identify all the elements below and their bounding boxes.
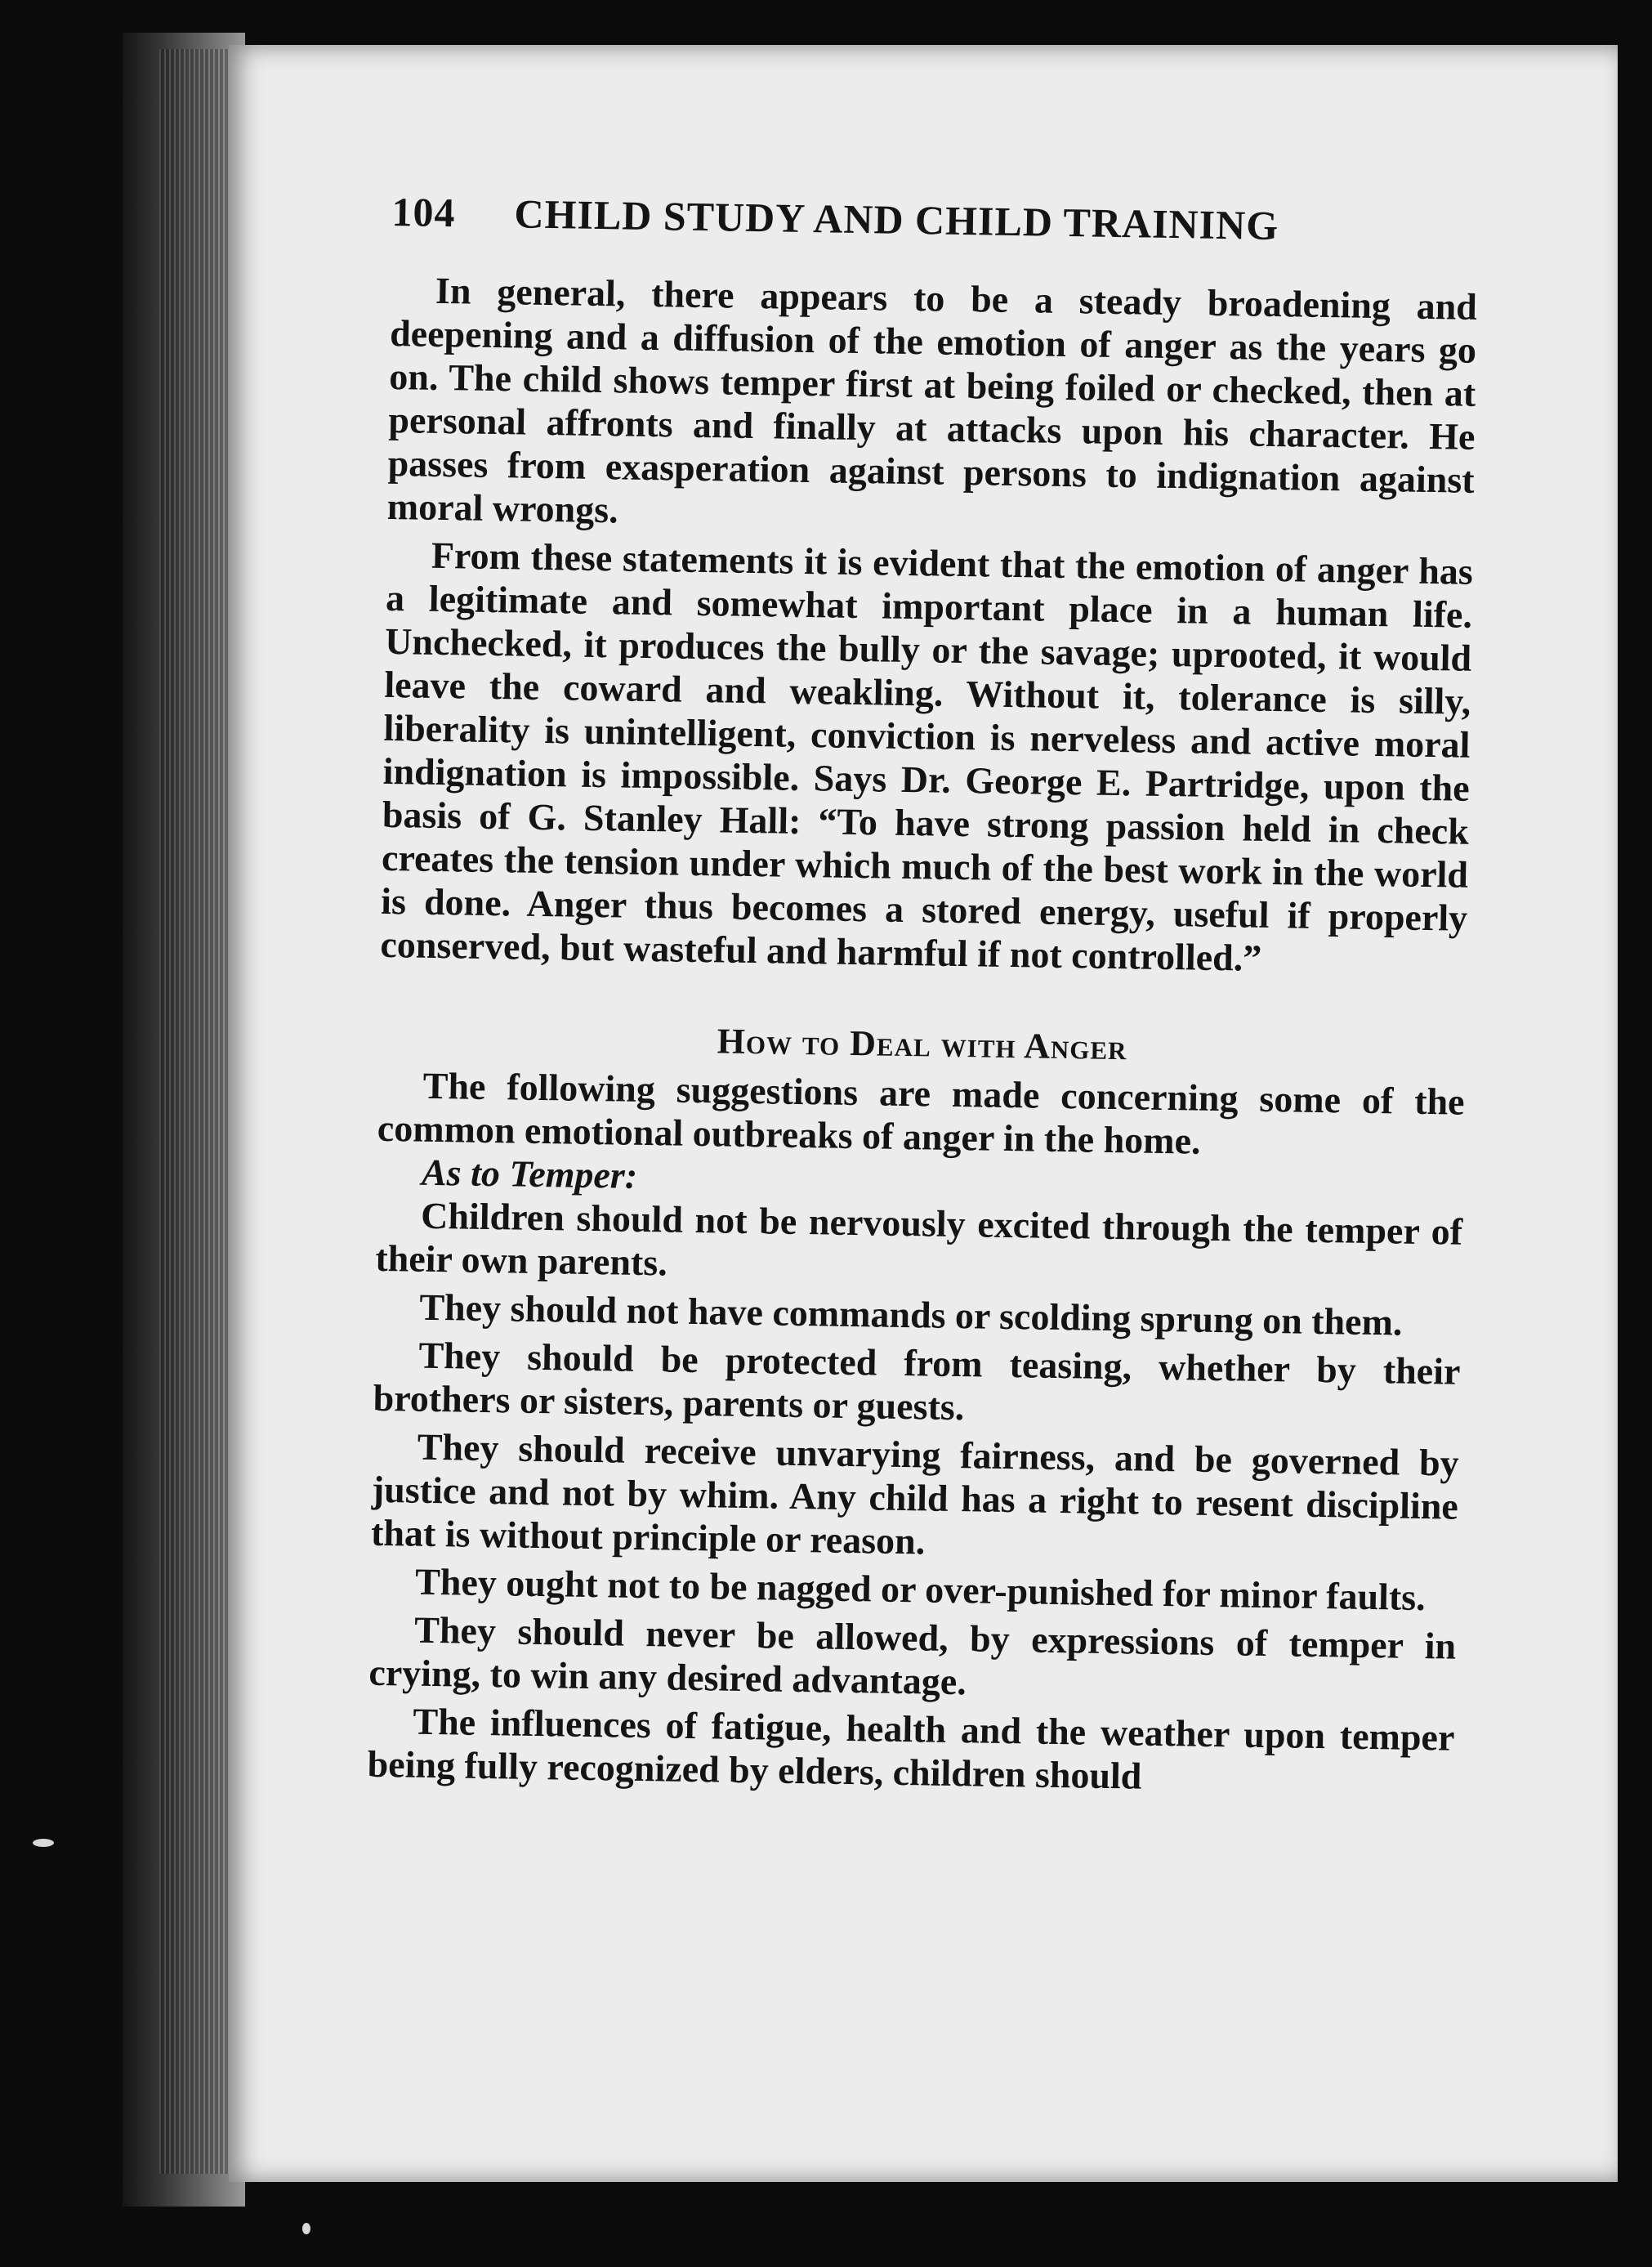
scan-speck — [33, 1839, 54, 1847]
suggestion-item: They should receive unvarying fairness, and be governed by justice and not by whim. Any child has a right to resent discipline that is without principle or reason. — [370, 1425, 1460, 1563]
paragraph-intro-suggestions: The following suggestions are made concerning some of the common emotional outbreaks of anger in the home. — [377, 1064, 1465, 1162]
running-head — [391, 188, 1479, 253]
suggestion-item: Children should not be nervously excited through the temper of their own parents. — [375, 1194, 1463, 1284]
page-edge-lines — [159, 49, 233, 2174]
running-head-title: CHILD STUDY AND CHILD TRAINING — [514, 190, 1279, 249]
page-number: 104 — [391, 188, 456, 236]
paragraph-anger-legitimate: From these statements it is evident that the emotion of anger has a legitimate and somewhat important place in a human life. Unchecked, it produces the bully or the savage; uprooted, it would leave the coward and weakling. Without it, tolerance is silly, liberality is unintelligent, conviction is nerveless and active moral indignation is impossible. Says Dr. George E. Partridge, upon the basis of G. Stanley Hall: “To have strong passion held in check creates the tension under which much of the best work in the world is done. Anger thus becomes a stored energy, useful if properly conserved, but wasteful and harmful if not controlled.” — [380, 534, 1474, 979]
suggestion-item: They should not have commands or scolding sprung on them. — [419, 1286, 1403, 1344]
paragraph-anger-development: In general, there appears to be a steady broadening and deepening and a diffusion of the emotion of anger as the years go on. The child shows temper first at being foiled or checked, then at personal affronts and finally at attacks upon his character. He passes from exasperation against persons to indignation against moral wrongs. — [386, 269, 1478, 531]
suggestion-item: The influences of fatigue, health and the weather upon temper being fully recognized by elders, children should — [367, 1700, 1455, 1797]
suggestion-item: They ought not to be nagged or over-punished for minor faults. — [414, 1560, 1427, 1619]
section-heading: How to Deal with Anger — [717, 1021, 1127, 1068]
suggestion-item: They should never be allowed, by expressions of temper in crying, to win any desired advantage. — [368, 1608, 1457, 1703]
book-page — [229, 45, 1618, 2182]
scan-speck — [302, 2223, 310, 2234]
subheading-temper: As to Temper: — [421, 1151, 638, 1196]
page-text-block — [367, 188, 1479, 1803]
suggestion-item: They should be protected from teasing, whether by their brothers or sisters, parents or guests. — [373, 1334, 1461, 1429]
